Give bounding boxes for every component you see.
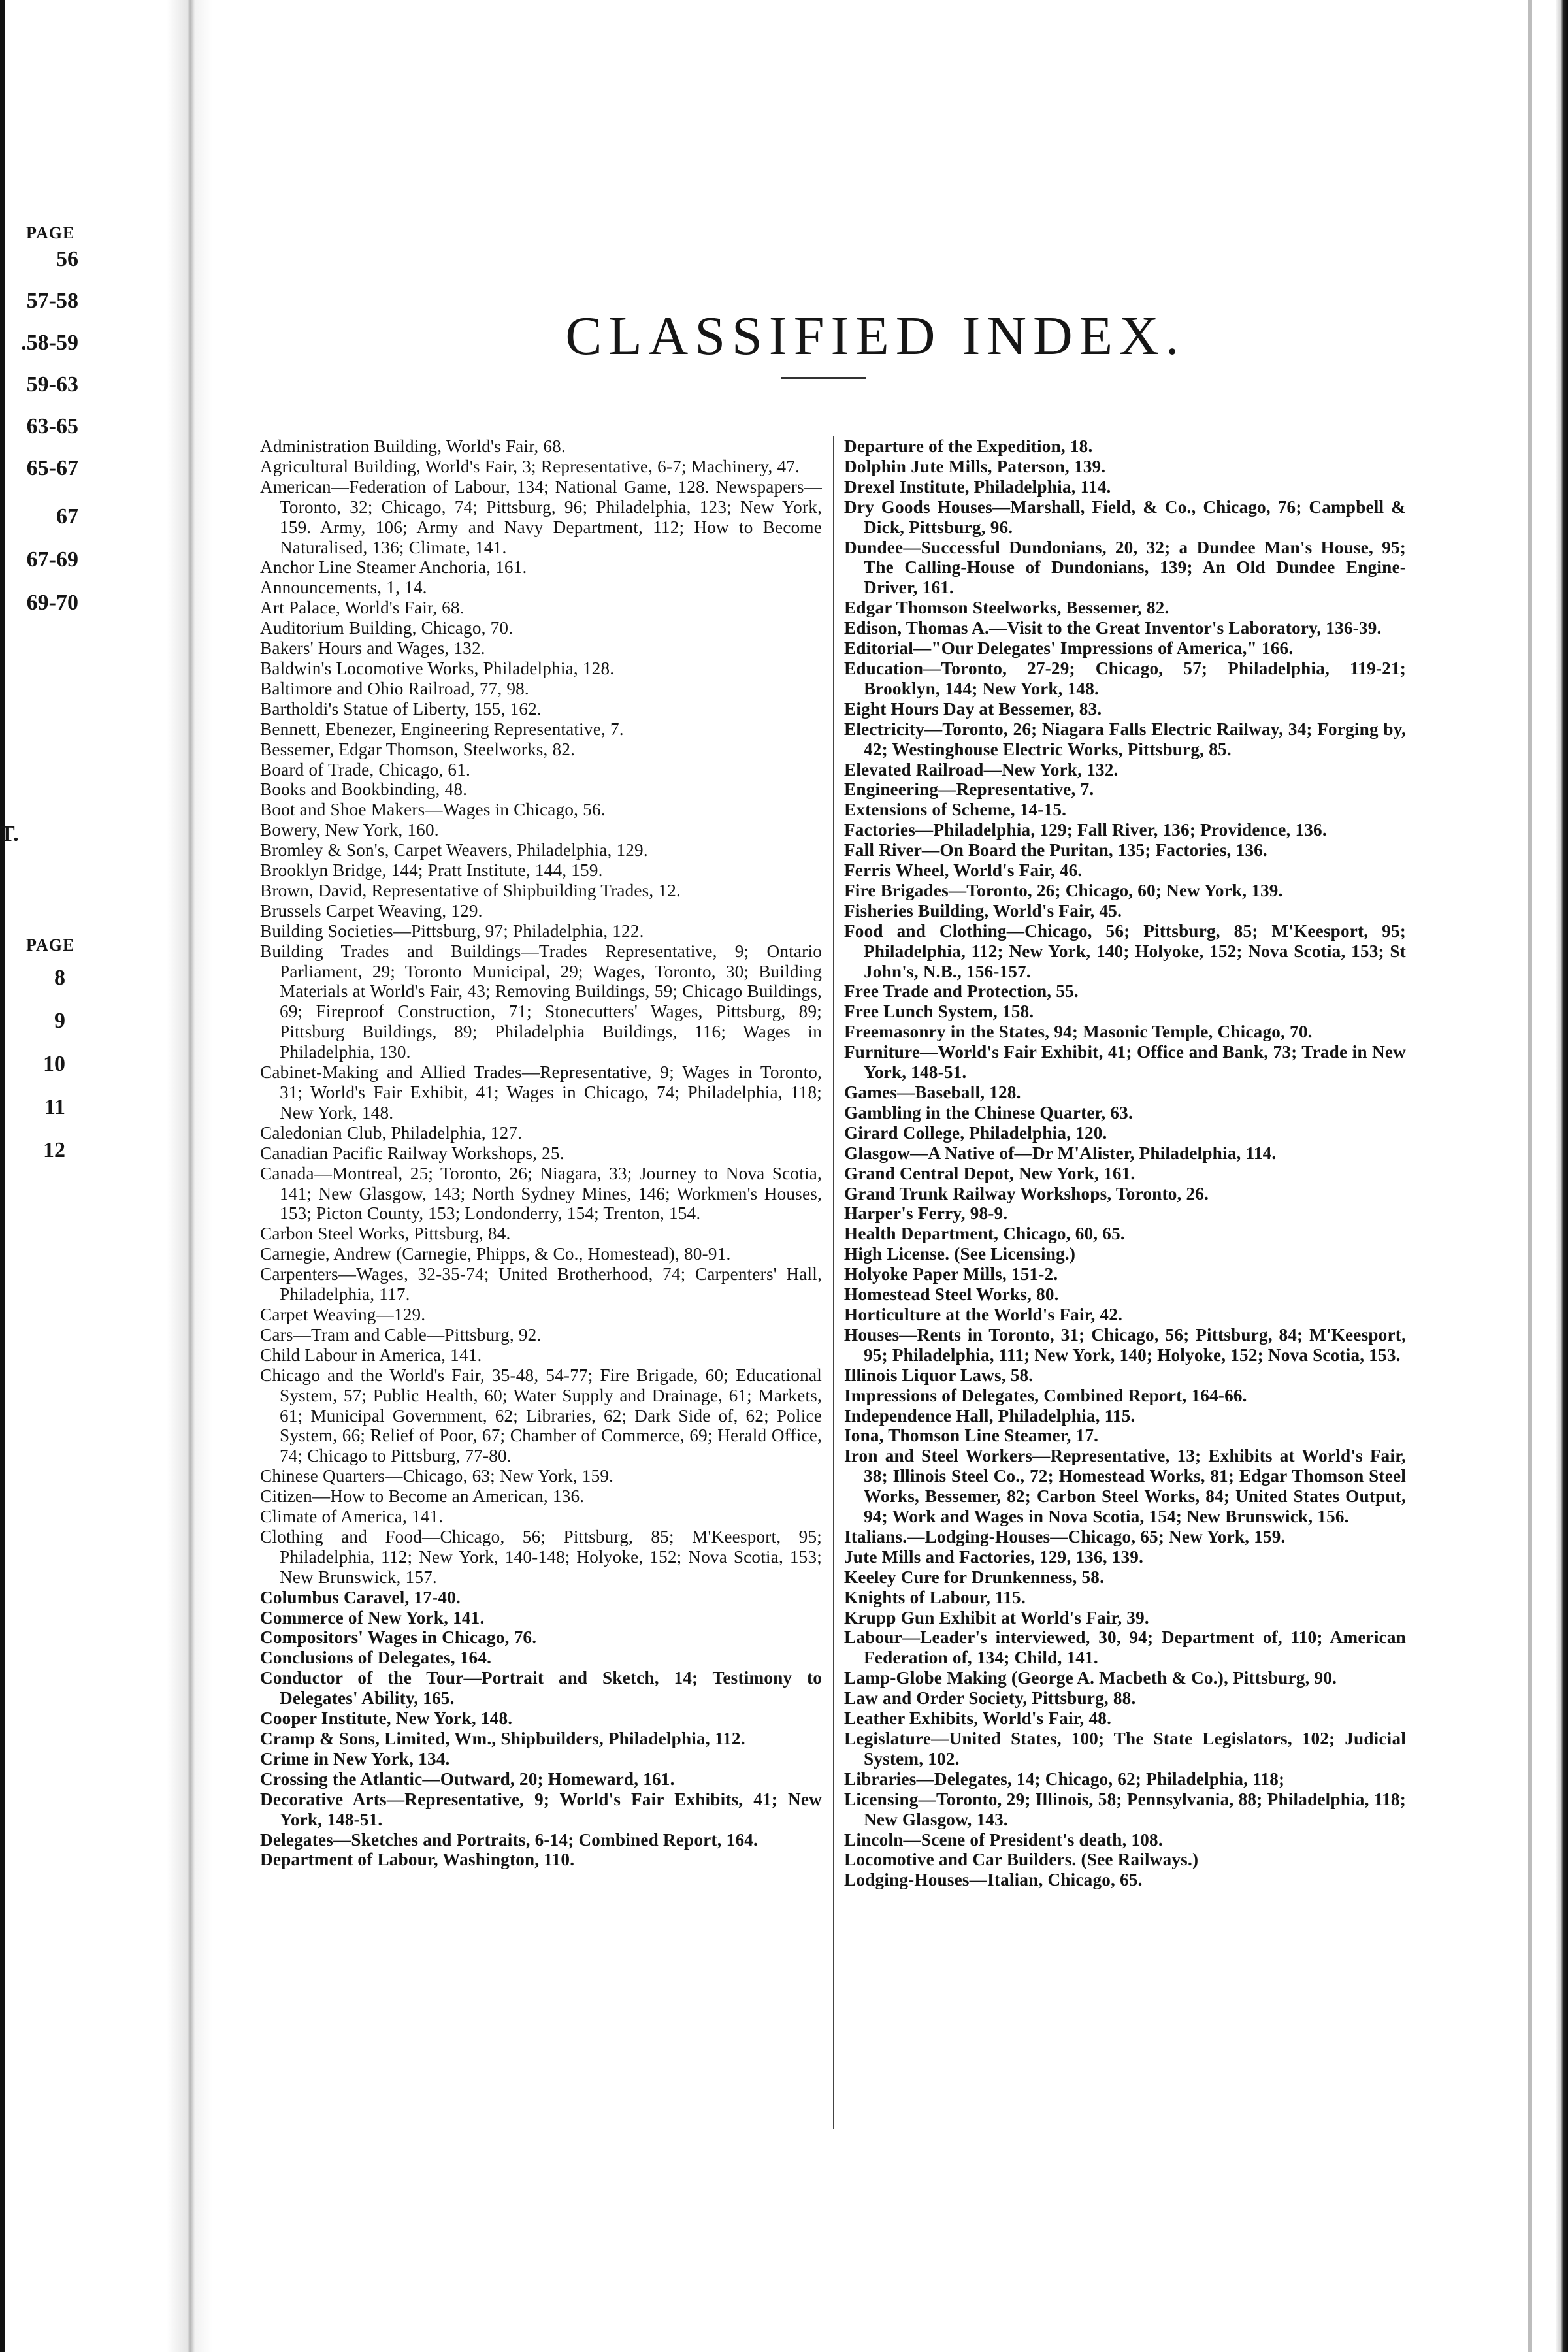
index-entry: Bowery, New York, 160.: [260, 820, 439, 840]
previous-page-fragment: [0, 0, 163, 2352]
prev-page-number: 12: [43, 1138, 65, 1162]
index-entry: Jute Mills and Factories, 129, 136, 139.: [844, 1546, 1144, 1567]
index-entry: Baltimore and Ohio Railroad, 77, 98.: [260, 678, 529, 698]
index-entry: Carpet Weaving—129.: [260, 1304, 426, 1324]
index-entry: Compositors' Wages in Chicago, 76.: [260, 1627, 537, 1648]
index-entry: Edison, Thomas A.—Visit to the Great Inventor's Laboratory, 136-39.: [844, 618, 1382, 638]
prev-page-number: 63-65: [26, 414, 78, 438]
index-entry: Libraries—Delegates, 14; Chicago, 62; Philadelphia, 118;: [844, 1769, 1285, 1789]
index-entry: Brooklyn Bridge, 144; Pratt Institute, 144, 159.: [260, 860, 603, 881]
index-entry: Holyoke Paper Mills, 151-2.: [844, 1264, 1058, 1284]
index-entry: Iron and Steel Workers—Representative, 13; Exhibits at World's Fair, 38; Illinois Steel Co., 72; Homestead Works, 81; Edgar Thomson Steel Works, Bessemer, 82; Carbon Steel Works, 84; United States Output, 94; Work and Wages in Nova Scotia, 154; New Brunswick, 156.: [844, 1446, 1406, 1527]
index-entry: Decorative Arts—Representative, 9; World's Fair Exhibits, 41; New York, 148-51.: [260, 1789, 822, 1829]
index-entry: High License. (See Licensing.): [844, 1244, 1076, 1264]
right-scan-border: [1556, 0, 1568, 2352]
prev-page-number: 65-67: [26, 456, 78, 480]
index-entry: Crime in New York, 134.: [260, 1748, 450, 1769]
index-entry: Licensing—Toronto, 29; Illinois, 58; Pennsylvania, 88; Philadelphia, 118; New Glasgow, 143.: [844, 1789, 1406, 1829]
index-entry: Health Department, Chicago, 60, 65.: [844, 1224, 1125, 1244]
index-entry: Announcements, 1, 14.: [260, 578, 427, 598]
index-entry: Crossing the Atlantic—Outward, 20; Homeward, 161.: [260, 1769, 675, 1789]
index-entry: Keeley Cure for Drunkenness, 58.: [844, 1567, 1105, 1587]
index-entry: Gambling in the Chinese Quarter, 63.: [844, 1102, 1133, 1122]
index-entry: Grand Central Depot, New York, 161.: [844, 1163, 1135, 1183]
index-entry: Books and Bookbinding, 48.: [260, 779, 468, 800]
index-entry: Building Trades and Buildings—Trades Representative, 9; Ontario Parliament, 29; Toronto Municipal, 29; Wages, Toronto, 30; Building Materials at World's Fair, 43; Removing Buildings, 59; Chicago Buildings, 69; Fireproof Construction, 71; Stonecutters' Wages, Pittsburg, 89; Pittsburg Buildings, 89; Philadelphia Buildings, 116; Wages in Philadelphia, 130.: [260, 941, 822, 1062]
index-entry: Bartholdi's Statue of Liberty, 155, 162.: [260, 698, 542, 719]
index-column-right: [844, 436, 1406, 1890]
index-entry: Horticulture at the World's Fair, 42.: [844, 1304, 1123, 1324]
prev-page-number: 59-63: [26, 372, 78, 397]
index-entry: Furniture—World's Fair Exhibit, 41; Office and Bank, 73; Trade in New York, 148-51.: [844, 1042, 1406, 1083]
index-entry: Building Societies—Pittsburg, 97; Philadelphia, 122.: [260, 921, 644, 941]
index-entry: Brown, David, Representative of Shipbuilding Trades, 12.: [260, 880, 681, 900]
index-entry: Bennett, Ebenezer, Engineering Representative, 7.: [260, 719, 624, 739]
index-entry: Freemasonry in the States, 94; Masonic Temple, Chicago, 70.: [844, 1022, 1313, 1042]
index-entry: Art Palace, World's Fair, 68.: [260, 598, 465, 618]
index-entry: Carnegie, Andrew (Carnegie, Phipps, & Co., Homestead), 80-91.: [260, 1244, 731, 1264]
prev-page-number: 9: [54, 1009, 65, 1033]
index-entry: Boot and Shoe Makers—Wages in Chicago, 56.: [260, 800, 606, 820]
index-entry: Administration Building, World's Fair, 68.: [260, 436, 566, 456]
prev-page-number: 69-70: [26, 591, 78, 615]
index-entry: Canadian Pacific Railway Workshops, 25.: [260, 1143, 564, 1163]
index-entry: Illinois Liquor Laws, 58.: [844, 1365, 1034, 1385]
index-entry: Houses—Rents in Toronto, 31; Chicago, 56; Pittsburg, 84; M'Keesport, 95; Philadelphia, 111; New York, 140; Holyoke, 152; Nova Scotia, 153.: [844, 1324, 1406, 1365]
index-entry: Carbon Steel Works, Pittsburg, 84.: [260, 1224, 511, 1244]
index-entry: Cabinet-Making and Allied Trades—Representative, 9; Wages in Toronto, 31; World's Fair Exhibit, 41; Wages in Chicago, 74; Philadelphia, 118; New York, 148.: [260, 1062, 822, 1122]
index-entry: Games—Baseball, 128.: [844, 1083, 1021, 1102]
index-entry: Departure of the Expedition, 18.: [844, 436, 1093, 456]
index-entry: Fall River—On Board the Puritan, 135; Factories, 136.: [844, 840, 1267, 860]
column-divider: [833, 436, 834, 2129]
index-entry: Climate of America, 141.: [260, 1507, 444, 1527]
prev-page-label-bottom: PAGE: [26, 936, 75, 955]
index-entry: Conclusions of Delegates, 164.: [260, 1648, 492, 1668]
index-entry: Cramp & Sons, Limited, Wm., Shipbuilders, Philadelphia, 112.: [260, 1729, 745, 1748]
prev-page-number: 57-58: [26, 289, 78, 313]
index-entry: Labour—Leader's interviewed, 30, 94; Department of, 110; American Federation of, 134; Child, 141.: [844, 1627, 1406, 1668]
index-entry: Child Labour in America, 141.: [260, 1345, 482, 1365]
index-entry: Bakers' Hours and Wages, 132.: [260, 638, 485, 659]
index-entry: Legislature—United States, 100; The State Legislators, 102; Judicial System, 102.: [844, 1729, 1406, 1769]
index-entry: Krupp Gun Exhibit at World's Fair, 39.: [844, 1607, 1149, 1627]
prev-page-number: 67: [56, 504, 78, 529]
index-entry: Grand Trunk Railway Workshops, Toronto, 26.: [844, 1183, 1209, 1203]
index-entry: Baldwin's Locomotive Works, Philadelphia, 128.: [260, 658, 615, 678]
index-entry: Cooper Institute, New York, 148.: [260, 1708, 513, 1729]
index-entry: Drexel Institute, Philadelphia, 114.: [844, 476, 1111, 497]
page-title: CLASSIFIED INDEX.: [565, 306, 1186, 367]
index-entry: Bessemer, Edgar Thomson, Steelworks, 82.: [260, 739, 576, 759]
index-entry: Italians.—Lodging-Houses—Chicago, 65; New York, 159.: [844, 1526, 1286, 1546]
index-entry: Carpenters—Wages, 32-35-74; United Brotherhood, 74; Carpenters' Hall, Philadelphia, 117.: [260, 1264, 822, 1305]
index-entry: Conductor of the Tour—Portrait and Sketch, 14; Testimony to Delegates' Ability, 165.: [260, 1668, 822, 1708]
index-entry: Agricultural Building, World's Fair, 3; Representative, 6-7; Machinery, 47.: [260, 456, 800, 476]
index-entry: Dolphin Jute Mills, Paterson, 139.: [844, 456, 1106, 476]
index-entry: Chinese Quarters—Chicago, 63; New York, 159.: [260, 1466, 614, 1486]
index-entry: Edgar Thomson Steelworks, Bessemer, 82.: [844, 598, 1169, 618]
index-entry: Caledonian Club, Philadelphia, 127.: [260, 1122, 523, 1143]
index-entry: Lamp-Globe Making (George A. Macbeth & Co.), Pittsburg, 90.: [844, 1668, 1337, 1688]
index-entry: Chicago and the World's Fair, 35-48, 54-77; Fire Brigade, 60; Educational System, 57; Public Health, 60; Water Supply and Drainage, 61; Markets, 61; Municipal Government, 62; Libraries, 62; Dark Side of, 62; Police System, 66; Relief of Poor, 67; Chamber of Commerce, 69; Herald Office, 74; Chicago to Pittsburg, 77-80.: [260, 1365, 822, 1466]
index-entry: Columbus Caravel, 17-40.: [260, 1587, 461, 1607]
prev-page-number: 8: [54, 966, 65, 990]
index-entry: Auditorium Building, Chicago, 70.: [260, 618, 514, 638]
index-entry: Education—Toronto, 27-29; Chicago, 57; Philadelphia, 119-21; Brooklyn, 144; New York, 148.: [844, 658, 1406, 698]
index-entry: Food and Clothing—Chicago, 56; Pittsburg, 85; M'Keesport, 95; Philadelphia, 112; New York, 140; Holyoke, 152; Nova Scotia, 153; St John's, N.B., 156-157.: [844, 921, 1406, 981]
prev-page-number: 11: [44, 1095, 65, 1119]
prev-stray-letter: T.: [0, 822, 19, 846]
title-underline: [781, 377, 866, 379]
index-entry: Fire Brigades—Toronto, 26; Chicago, 60; New York, 139.: [844, 880, 1283, 900]
index-entry: Engineering—Representative, 7.: [844, 779, 1094, 800]
index-entry: Factories—Philadelphia, 129; Fall River, 136; Providence, 136.: [844, 820, 1327, 840]
index-entry: Fisheries Building, World's Fair, 45.: [844, 900, 1122, 921]
index-entry: Bromley & Son's, Carpet Weavers, Philadelphia, 129.: [260, 840, 648, 860]
prev-page-number: .58-59: [21, 331, 78, 355]
index-entry: Extensions of Scheme, 14-15.: [844, 800, 1067, 820]
index-entry: Iona, Thomson Line Steamer, 17.: [844, 1426, 1099, 1446]
index-entry: Glasgow—A Native of—Dr M'Alister, Philadelphia, 114.: [844, 1143, 1277, 1163]
index-entry: American—Federation of Labour, 134; National Game, 128. Newspapers—Toronto, 32; Chicago, 74; Pittsburg, 96; Philadelphia, 123; New York, 159. Army, 106; Army and Navy Department, 112; How to Become Naturalised, 136; Climate, 141.: [260, 476, 822, 557]
index-entry: Dundee—Successful Dundonians, 20, 32; a Dundee Man's House, 95; The Calling-House of Dundonians, 139; An Old Dundee Engine-Driver, 161.: [844, 537, 1406, 598]
index-entry: Editorial—"Our Delegates' Impressions of America," 166.: [844, 638, 1294, 659]
index-entry: Department of Labour, Washington, 110.: [260, 1850, 575, 1870]
prev-page-number: 56: [56, 247, 78, 271]
index-entry: Law and Order Society, Pittsburg, 88.: [844, 1688, 1136, 1708]
index-entry: Leather Exhibits, World's Fair, 48.: [844, 1708, 1112, 1729]
index-entry: Ferris Wheel, World's Fair, 46.: [844, 860, 1083, 881]
index-entry: Anchor Line Steamer Anchoria, 161.: [260, 557, 527, 578]
index-entry: Electricity—Toronto, 26; Niagara Falls Electric Railway, 34; Forging by, 42; Westinghouse Electric Works, Pittsburg, 85.: [844, 719, 1406, 759]
index-entry: Citizen—How to Become an American, 136.: [260, 1486, 585, 1507]
index-entry: Dry Goods Houses—Marshall, Field, & Co., Chicago, 76; Campbell & Dick, Pittsburg, 96.: [844, 497, 1406, 537]
index-entry: Eight Hours Day at Bessemer, 83.: [844, 698, 1102, 719]
index-entry: Delegates—Sketches and Portraits, 6-14; Combined Report, 164.: [260, 1829, 759, 1850]
index-entry: Board of Trade, Chicago, 61.: [260, 759, 470, 779]
prev-page-number: 67-69: [26, 547, 78, 572]
index-entry: Canada—Montreal, 25; Toronto, 26; Niagara, 33; Journey to Nova Scotia, 141; New Glasgow, 143; North Sydney Mines, 146; Workmen's Houses, 153; Picton County, 153; Londonderry, 154; Trenton, 154.: [260, 1163, 822, 1224]
index-entry: Harper's Ferry, 98-9.: [844, 1203, 1008, 1224]
index-entry: Elevated Railroad—New York, 132.: [844, 759, 1119, 779]
index-entry: Brussels Carpet Weaving, 129.: [260, 900, 483, 921]
index-entry: Commerce of New York, 141.: [260, 1607, 485, 1627]
index-entry: Knights of Labour, 115.: [844, 1587, 1026, 1607]
prev-page-number: 10: [43, 1052, 65, 1076]
index-entry: Locomotive and Car Builders. (See Railways.): [844, 1850, 1199, 1870]
index-entry: Free Trade and Protection, 55.: [844, 981, 1079, 1002]
index-entry: Free Lunch System, 158.: [844, 1002, 1034, 1022]
index-entry: Cars—Tram and Cable—Pittsburg, 92.: [260, 1324, 542, 1345]
prev-page-label-top: PAGE: [26, 223, 75, 242]
index-entry: Homestead Steel Works, 80.: [844, 1284, 1059, 1305]
index-entry: Lincoln—Scene of President's death, 108.: [844, 1829, 1163, 1850]
index-column-left: [260, 436, 822, 1870]
page-edge-line: [1528, 0, 1532, 2352]
book-spine-shadow: [167, 0, 212, 2352]
index-entry: Lodging-Houses—Italian, Chicago, 65.: [844, 1870, 1143, 1890]
index-entry: Independence Hall, Philadelphia, 115.: [844, 1405, 1135, 1426]
index-entry: Impressions of Delegates, Combined Report, 164-66.: [844, 1385, 1247, 1405]
index-entry: Girard College, Philadelphia, 120.: [844, 1122, 1107, 1143]
index-entry: Clothing and Food—Chicago, 56; Pittsburg, 85; M'Keesport, 95; Philadelphia, 112; New York, 140-148; Holyoke, 152; Nova Scotia, 153; New Brunswick, 157.: [260, 1526, 822, 1587]
